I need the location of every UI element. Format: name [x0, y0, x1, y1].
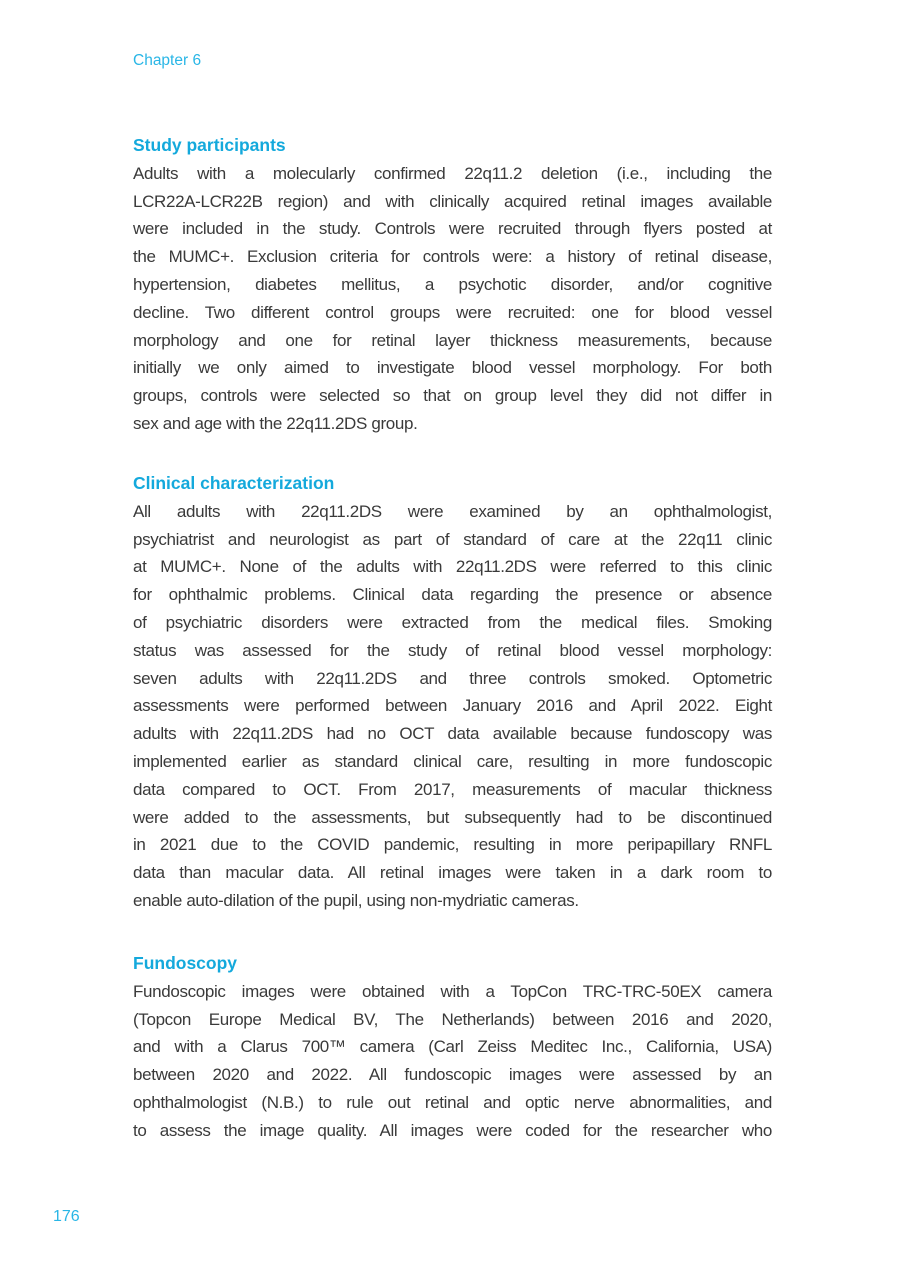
- section-fundoscopy: [133, 950, 772, 1145]
- body-text-line: psychiatrist and neurologist as part of standard of care at the 22q11 clinic: [133, 529, 772, 549]
- section-study-participants: [133, 132, 772, 438]
- body-text-line: and with a Clarus 700™ camera (Carl Zeiss Meditec Inc., California, USA): [133, 1037, 772, 1057]
- body-text-line: for ophthalmic problems. Clinical data regarding the presence or absence: [133, 585, 772, 605]
- body-text-line: enable auto-dilation of the pupil, using non-mydriatic cameras.: [133, 890, 579, 910]
- body-text-line: between 2020 and 2022. All fundoscopic images were assessed by an: [133, 1065, 772, 1085]
- body-text-line: decline. Two different control groups were recruited: one for blood vessel: [133, 302, 772, 322]
- section-clinical-characterization: [133, 470, 772, 915]
- body-text-line: implemented earlier as standard clinical care, resulting in more fundoscopic: [133, 751, 772, 771]
- running-header-chapter: Chapter 6: [133, 52, 202, 69]
- body-text-line: were included in the study. Controls were recruited through flyers posted at: [133, 219, 772, 239]
- body-text-line: LCR22A-LCR22B region) and with clinically acquired retinal images available: [133, 191, 772, 211]
- body-text-line: the MUMC+. Exclusion criteria for controls were: a history of retinal disease,: [133, 247, 772, 267]
- body-text-line: hypertension, diabetes mellitus, a psychotic disorder, and/or cognitive: [133, 274, 772, 294]
- page-number: 176: [53, 1208, 80, 1225]
- body-text-line: status was assessed for the study of retinal blood vessel morphology:: [133, 640, 772, 660]
- body-text-line: All adults with 22q11.2DS were examined by an ophthalmologist,: [133, 501, 772, 521]
- body-text-line: (Topcon Europe Medical BV, The Netherlands) between 2016 and 2020,: [133, 1009, 772, 1029]
- body-text-line: Fundoscopic images were obtained with a TopCon TRC-TRC-50EX camera: [133, 981, 772, 1001]
- section-heading: Fundoscopy: [133, 953, 238, 973]
- body-text-line: sex and age with the 22q11.2DS group.: [133, 413, 418, 433]
- body-text-line: assessments were performed between January 2016 and April 2022. Eight: [133, 696, 772, 716]
- body-text-line: data than macular data. All retinal images were taken in a dark room to: [133, 863, 772, 883]
- body-text-line: ophthalmologist (N.B.) to rule out retinal and optic nerve abnormalities, and: [133, 1092, 772, 1112]
- body-text-line: Adults with a molecularly confirmed 22q11.2 deletion (i.e., including the: [133, 163, 772, 183]
- section-heading: Study participants: [133, 135, 286, 155]
- body-text-line: to assess the image quality. All images were coded for the researcher who: [133, 1120, 772, 1140]
- section-heading: Clinical characterization: [133, 473, 335, 493]
- body-text-line: seven adults with 22q11.2DS and three controls smoked. Optometric: [133, 668, 772, 688]
- body-text-line: in 2021 due to the COVID pandemic, resulting in more peripapillary RNFL: [133, 835, 772, 855]
- body-text-line: were added to the assessments, but subsequently had to be discontinued: [133, 807, 772, 827]
- body-text-line: initially we only aimed to investigate blood vessel morphology. For both: [133, 358, 772, 378]
- body-text-line: groups, controls were selected so that on group level they did not differ in: [133, 386, 772, 406]
- body-text-line: adults with 22q11.2DS had no OCT data available because fundoscopy was: [133, 724, 772, 744]
- body-text-line: of psychiatric disorders were extracted from the medical files. Smoking: [133, 612, 772, 632]
- body-text-line: at MUMC+. None of the adults with 22q11.2DS were referred to this clinic: [133, 557, 772, 577]
- body-text-line: data compared to OCT. From 2017, measurements of macular thickness: [133, 779, 772, 799]
- body-text-line: morphology and one for retinal layer thickness measurements, because: [133, 330, 772, 350]
